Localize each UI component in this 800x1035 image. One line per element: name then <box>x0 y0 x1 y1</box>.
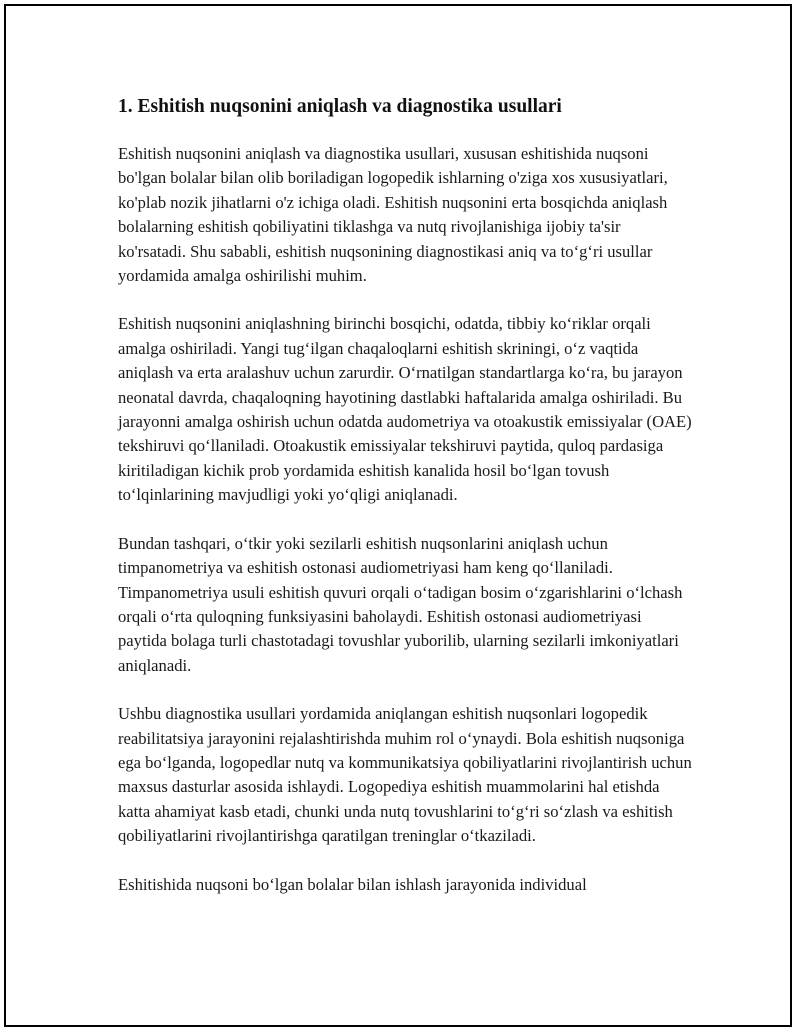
paragraph-3: Bundan tashqari, o‘tkir yoki sezilarli eshitish nuqsonlarini aniqlash uchun timpanometriya va eshitish ostonasi audiometriyasi ham keng qo‘llaniladi. Timpanometriya usuli eshitish quvuri orqali o‘tadigan bosim o‘zgarishlarini o‘lchash orqali o‘rta quloqning funksiyasini baholaydi. Eshitish ostonasi audiometriyasi paytida bolaga turli chastotadagi tovushlar yuborilib, ularning sezilarli imkoniyatlari aniqlanadi. <box>118 533 683 675</box>
section-heading: 1. Eshitish nuqsonini aniqlash va diagnostika usullari <box>118 96 562 117</box>
paragraph-4: Ushbu diagnostika usullari yordamida aniqlangan eshitish nuqsonlari logopedik reabilitatsiya jarayonini rejalashtirishda muhim rol o‘ynaydi. Bola eshitish nuqsoniga ega bo‘lganda, logopedlar nutq va kommunikatsiya qobiliyatlarini rivojlantirish uchun maxsus dasturlar asosida ishlaydi. Logopediya eshitish muammolarini hal etishda katta ahamiyat kasb etadi, chunki unda nutq tovushlarini to‘g‘ri so‘zlash va eshitish qobiliyatlarini rivojlantirishga qaratilgan treninglar o‘tkaziladi. <box>118 704 692 846</box>
document-body <box>118 94 692 921</box>
paragraph-2: Eshitish nuqsonini aniqlashning birinchi bosqichi, odatda, tibbiy ko‘riklar orqali amalga oshiriladi. Yangi tug‘ilgan chaqaloqlarni eshitish skriningi, o‘z vaqtida aniqlash va erta aralashuv uchun zarurdir. O‘rnatilgan standartlarga ko‘ra, bu jarayon neonatal davrda, chaqaloqning hayotining dastlabki haftalarida amalga oshiriladi. Bu jarayonni amalga oshirish uchun odatda audometriya va otoakustik emissiyalar (OAE) tekshiruvi qo‘llaniladi. Otoakustik emissiyalar tekshiruvi paytida, quloq pardasiga kiritiladigan kichik prob yordamida eshitish kanalida hosil bo‘lgan tovush to‘lqinlarining mavjudligi yoki yo‘qligi aniqlanadi. <box>118 314 692 505</box>
paragraph-1: Eshitish nuqsonini aniqlash va diagnostika usullari, xususan eshitishida nuqsoni bo'lgan bolalar bilan olib boriladigan logopedik ishlarning o'ziga xos xususiyatlari, ko'plab nozik jihatlarni o'z ichiga oladi. Eshitish nuqsonini erta bosqichda aniqlash bolalarning eshitish qobiliyatini tiklashga va nutq rivojlanishiga ijobiy ta'sir ko'rsatadi. Shu sababli, eshitish nuqsonining diagnostikasi aniq va to‘g‘ri usullar yordamida amalga oshirilishi muhim. <box>118 144 668 286</box>
paragraph-5: Eshitishida nuqsoni bo‘lgan bolalar bilan ishlash jarayonida individual <box>118 874 587 894</box>
